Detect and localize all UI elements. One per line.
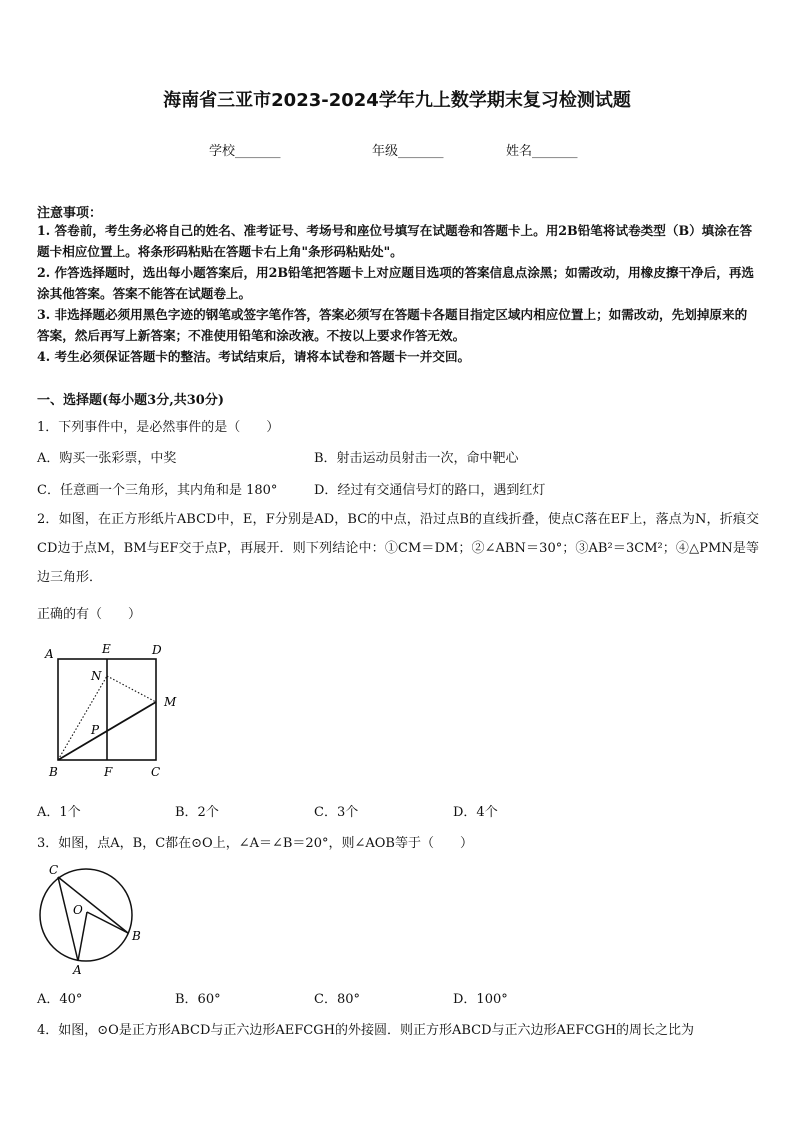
note-item-4: 4. 考生必须保证答题卡的整洁。考试结束后，请将本试卷和答题卡一并交回。 xyxy=(37,349,471,364)
q2-stem: 2．如图，在正方形纸片ABCD中，E，F分别是AD，BC的中点，沿过点B的直线折叠，使点C落在EF上，落点为N，折痕交CD边于点M，BM与EF交于点P，再展开．则下列结论中：①CM＝DM；②∠ABN＝30°；③AB²＝3CM²；④△PMN是等边三角形． xyxy=(37,512,759,585)
page-title: 海南省三亚市2023-2024学年九上数学期末复习检测试题 xyxy=(163,90,631,111)
q2-option-d: D．4个 xyxy=(453,805,498,820)
dotted-nm xyxy=(107,676,156,702)
q3-figure xyxy=(30,858,155,978)
q3-stem: 3．如图，点A，B，C都在⊙O上，∠A＝∠B＝20°，则∠AOB等于（ ） xyxy=(37,836,473,851)
segment-ca xyxy=(58,877,78,961)
label-n: N xyxy=(91,669,102,683)
dotted-bn xyxy=(58,676,107,760)
segment-ob xyxy=(87,912,128,933)
q2-ask: 正确的有（ ） xyxy=(37,607,142,622)
q1-option-b: B．射击运动员射击一次，命中靶心 xyxy=(314,451,519,466)
segment-oa xyxy=(78,912,87,961)
segment-cb xyxy=(58,877,128,933)
school-field: 学校_______ xyxy=(209,144,281,159)
q4-stem: 4．如图，⊙O是正方形ABCD与正六边形AEFCGH的外接圆．则正方形ABCD与正六边形AEFCGH的周长之比为 xyxy=(37,1023,695,1038)
q1-option-d: D．经过有交通信号灯的路口，遇到红灯 xyxy=(314,483,546,498)
q2-option-b: B．2个 xyxy=(175,805,219,820)
q3-option-a: A．40° xyxy=(37,992,83,1007)
q3-option-c: C．80° xyxy=(314,992,360,1007)
q2-figure xyxy=(40,640,190,785)
label-c: C xyxy=(151,765,161,779)
note-item-2: 2. 作答选择题时，选出每小题答案后，用2B铅笔把答题卡上对应题目选项的答案信息点涂黑；如需改动，用橡皮擦干净后，再选涂其他答案。答案不能答在试题卷上。 xyxy=(37,265,755,301)
label-a: A xyxy=(73,963,82,977)
label-m: M xyxy=(164,695,177,709)
q3-option-d: D．100° xyxy=(453,992,508,1007)
section-heading: 一、选择题(每小题3分,共30分) xyxy=(37,393,224,408)
label-o: O xyxy=(73,903,83,917)
label-b: B xyxy=(132,929,141,943)
label-f: F xyxy=(104,765,113,779)
label-a: A xyxy=(45,647,54,661)
q2-option-c: C．3个 xyxy=(314,805,359,820)
label-e: E xyxy=(102,642,111,656)
notes-heading: 注意事项： xyxy=(37,206,103,221)
grade-field: 年级_______ xyxy=(372,144,444,159)
q1-stem: 1．下列事件中，是必然事件的是（ ） xyxy=(37,420,280,435)
label-c: C xyxy=(49,863,59,877)
name-field: 姓名_______ xyxy=(506,144,578,159)
q3-option-b: B．60° xyxy=(175,992,221,1007)
label-d: D xyxy=(152,643,162,657)
q2-option-a: A．1个 xyxy=(37,805,81,820)
q1-option-c: C．任意画一个三角形，其内角和是 180° xyxy=(37,483,278,498)
note-item-1: 1. 答卷前，考生务必将自己的姓名、准考证号、考场号和座位号填写在试题卷和答题卡上。用2B铅笔将试卷类型（B）填涂在答题卡相应位置上。将条形码粘贴在答题卡右上角"条形码粘贴处"。 xyxy=(37,223,753,259)
note-item-3: 3. 非选择题必须用黑色字迹的钢笔或签字笔作答，答案必须写在答题卡各题目指定区域内相应位置上；如需改动，先划掉原来的答案，然后再写上新答案；不准使用铅笔和涂改液。不按以上要求作答无效。 xyxy=(37,307,748,343)
q1-option-a: A．购买一张彩票，中奖 xyxy=(37,451,177,466)
label-p: P xyxy=(91,723,100,737)
label-b: B xyxy=(49,765,58,779)
